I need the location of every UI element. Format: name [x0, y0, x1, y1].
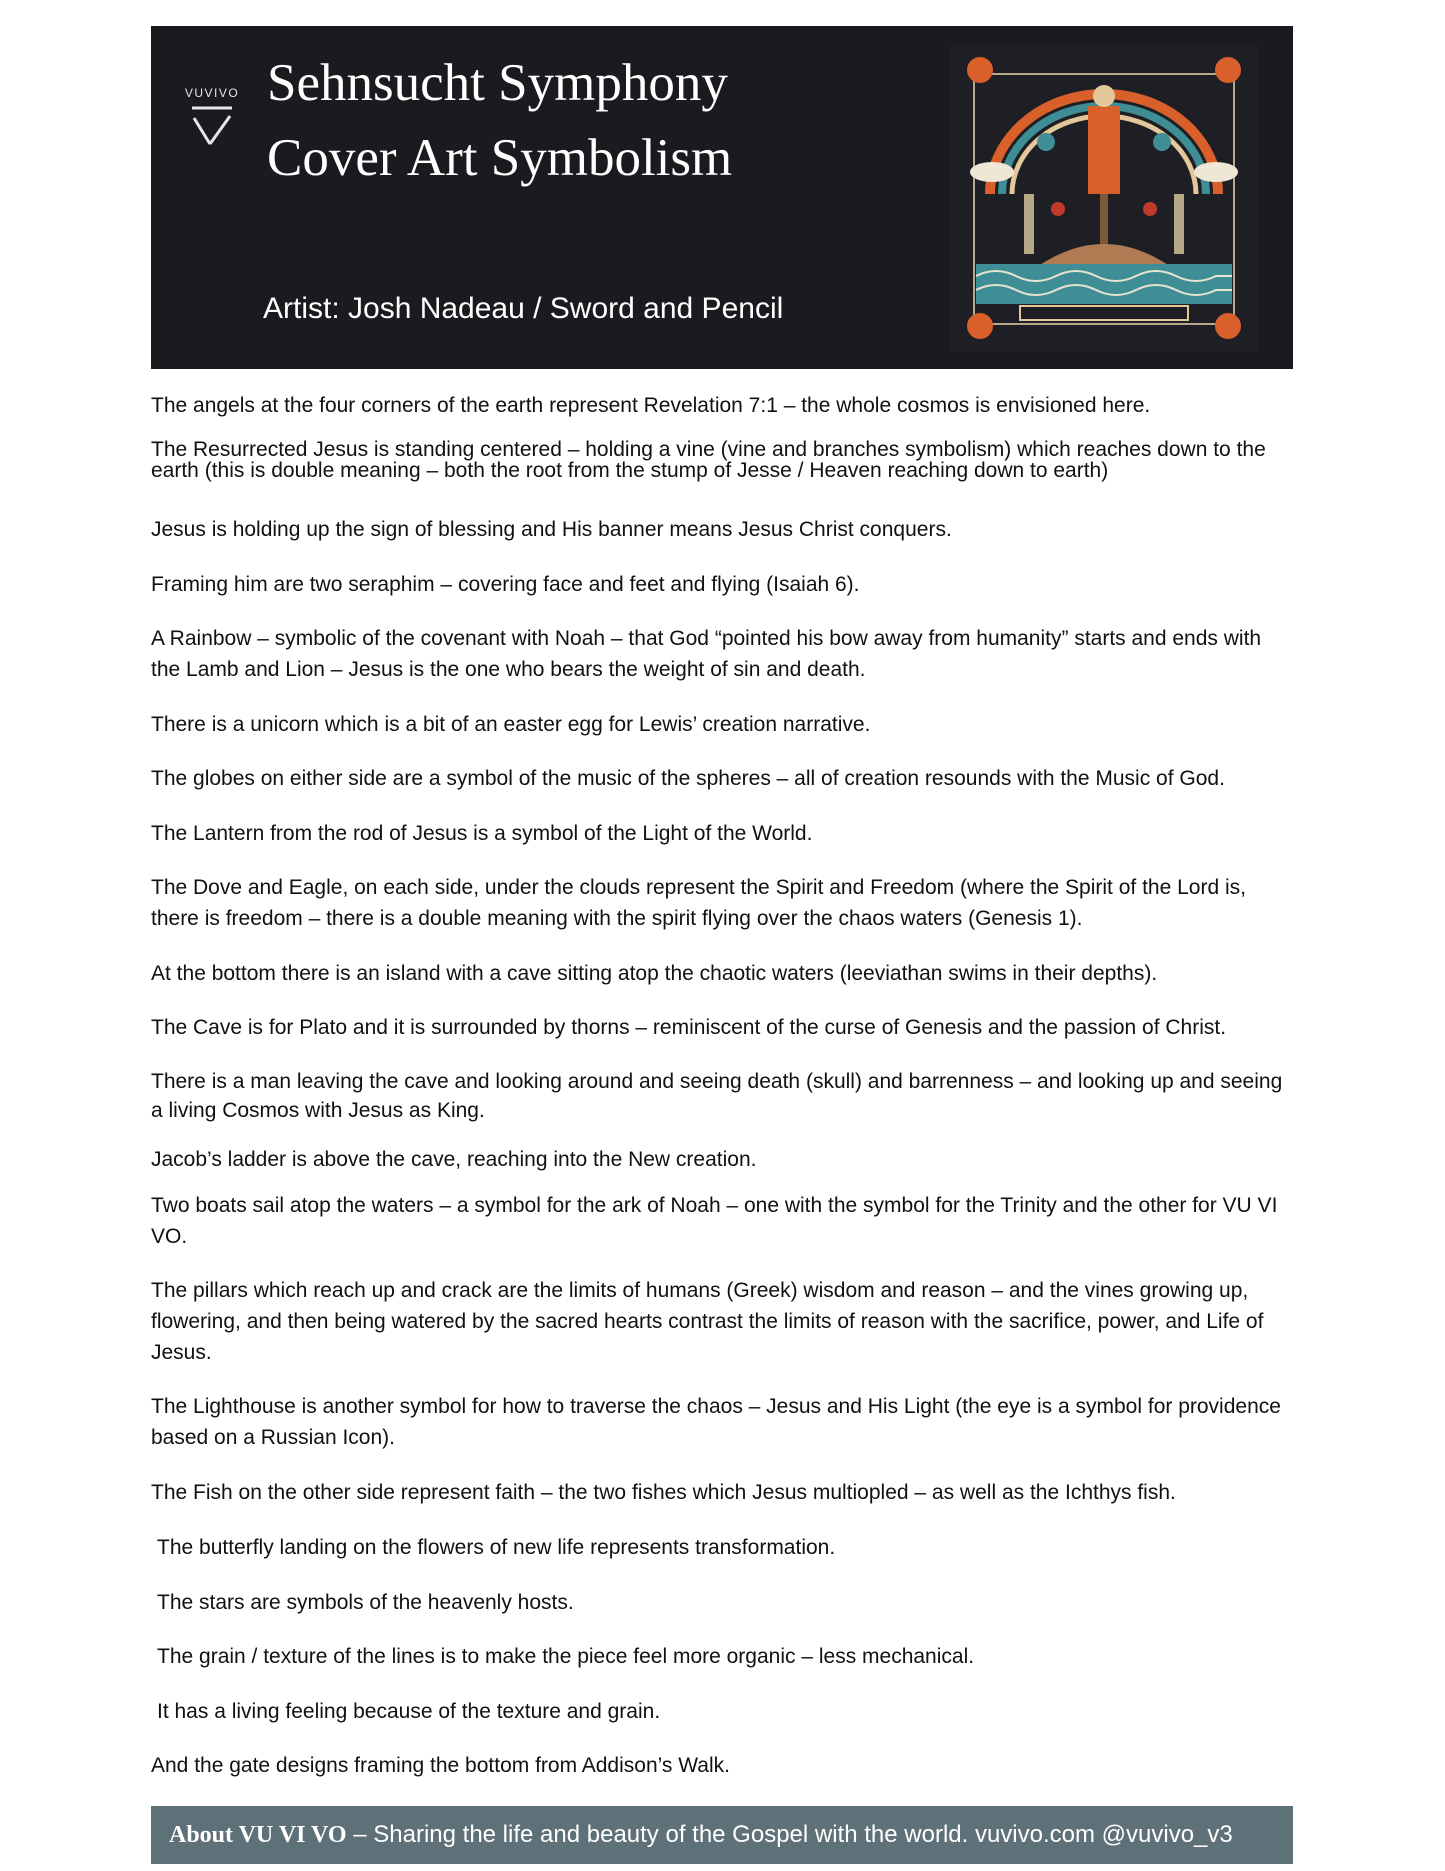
- paragraph: The butterfly landing on the flowers of new life represents transformation.: [157, 1536, 836, 1559]
- paragraph: The stars are symbols of the heavenly hosts.: [157, 1591, 574, 1614]
- paragraph: The grain / texture of the lines is to make the piece feel more organic – less mechanical.: [157, 1645, 975, 1668]
- artist-credit: Artist: Josh Nadeau / Sword and Pencil: [263, 292, 784, 325]
- vuvivo-logo: [181, 86, 243, 148]
- footer-about-label: About VU VI VO: [169, 1822, 347, 1848]
- paragraph: There is a man leaving the cave and looking around and seeing death (skull) and barrenness – and looking up and seeing a living Cosmos with Jesus as King.: [151, 1070, 1283, 1122]
- paragraph: The pillars which reach up and crack are the limits of humans (Greek) wisdom and reason – and the vines growing up, flowering, and then being watered by the sacred hearts contrast the limits of reason with the sacrifice, power, and Life of Jesus.: [151, 1279, 1264, 1364]
- title-line-2: Cover Art Symbolism: [267, 129, 733, 187]
- paragraph: The Cave is for Plato and it is surrounded by thorns – reminiscent of the curse of Genesis and the passion of Christ.: [151, 1016, 1227, 1039]
- paragraph: The Lighthouse is another symbol for how to traverse the chaos – Jesus and His Light (the eye is a symbol for providence based on a Russian Icon).: [151, 1395, 1281, 1449]
- header-banner: [151, 26, 1293, 369]
- paragraph: The Dove and Eagle, on each side, under the clouds represent the Spirit and Freedom (where the Spirit of the Lord is, there is freedom – there is a double meaning with the spirit flying over the chaos waters (Genesis 1).: [151, 876, 1246, 930]
- paragraph: At the bottom there is an island with a cave sitting atop the chaotic waters (leeviathan swims in their depths).: [151, 962, 1158, 985]
- paragraph: The Fish on the other side represent faith – the two fishes which Jesus multiopled – as well as the Ichthys fish.: [151, 1481, 1176, 1504]
- triangle-logo-icon: [188, 104, 236, 148]
- cover-art-image: [950, 44, 1258, 351]
- footer-banner: [151, 1806, 1293, 1864]
- paragraph: A Rainbow – symbolic of the covenant with Noah – that God “pointed his bow away from humanity” starts and ends with the Lamb and Lion – Jesus is the one who bears the weight of sin and death.: [151, 627, 1262, 681]
- paragraph: There is a unicorn which is a bit of an easter egg for Lewis’ creation narrative.: [151, 713, 871, 736]
- paragraph: It has a living feeling because of the texture and grain.: [157, 1700, 661, 1723]
- logo-wordmark: VUVIVO: [184, 86, 240, 100]
- paragraph: Framing him are two seraphim – covering face and feet and flying (Isaiah 6).: [151, 573, 860, 596]
- page-title: [267, 46, 732, 196]
- footer-text: – Sharing the life and beauty of the Gospel with the world. vuvivo.com @vuvivo_v3: [346, 1821, 1233, 1848]
- paragraph: The globes on either side are a symbol of the music of the spheres – all of creation resounds with the Music of God.: [151, 767, 1225, 790]
- paragraph: Jacob’s ladder is above the cave, reaching into the New creation.: [151, 1148, 757, 1171]
- paragraph: Two boats sail atop the waters – a symbol for the ark of Noah – one with the symbol for the Trinity and the other for VU VI VO.: [151, 1194, 1278, 1248]
- paragraph: The Resurrected Jesus is standing centered – holding a vine (vine and branches symbolism) which reaches down to the earth (this is double meaning – both the root from the stump of Jesse / Heaven reaching down to earth): [151, 438, 1266, 482]
- paragraph: The Lantern from the rod of Jesus is a symbol of the Light of the World.: [151, 822, 813, 845]
- paragraph: Jesus is holding up the sign of blessing and His banner means Jesus Christ conquers.: [151, 518, 952, 541]
- title-line-1: Sehnsucht Symphony: [267, 54, 728, 112]
- paragraph: And the gate designs framing the bottom from Addison’s Walk.: [151, 1754, 730, 1777]
- paragraph: The angels at the four corners of the earth represent Revelation 7:1 – the whole cosmos is envisioned here.: [151, 394, 1151, 417]
